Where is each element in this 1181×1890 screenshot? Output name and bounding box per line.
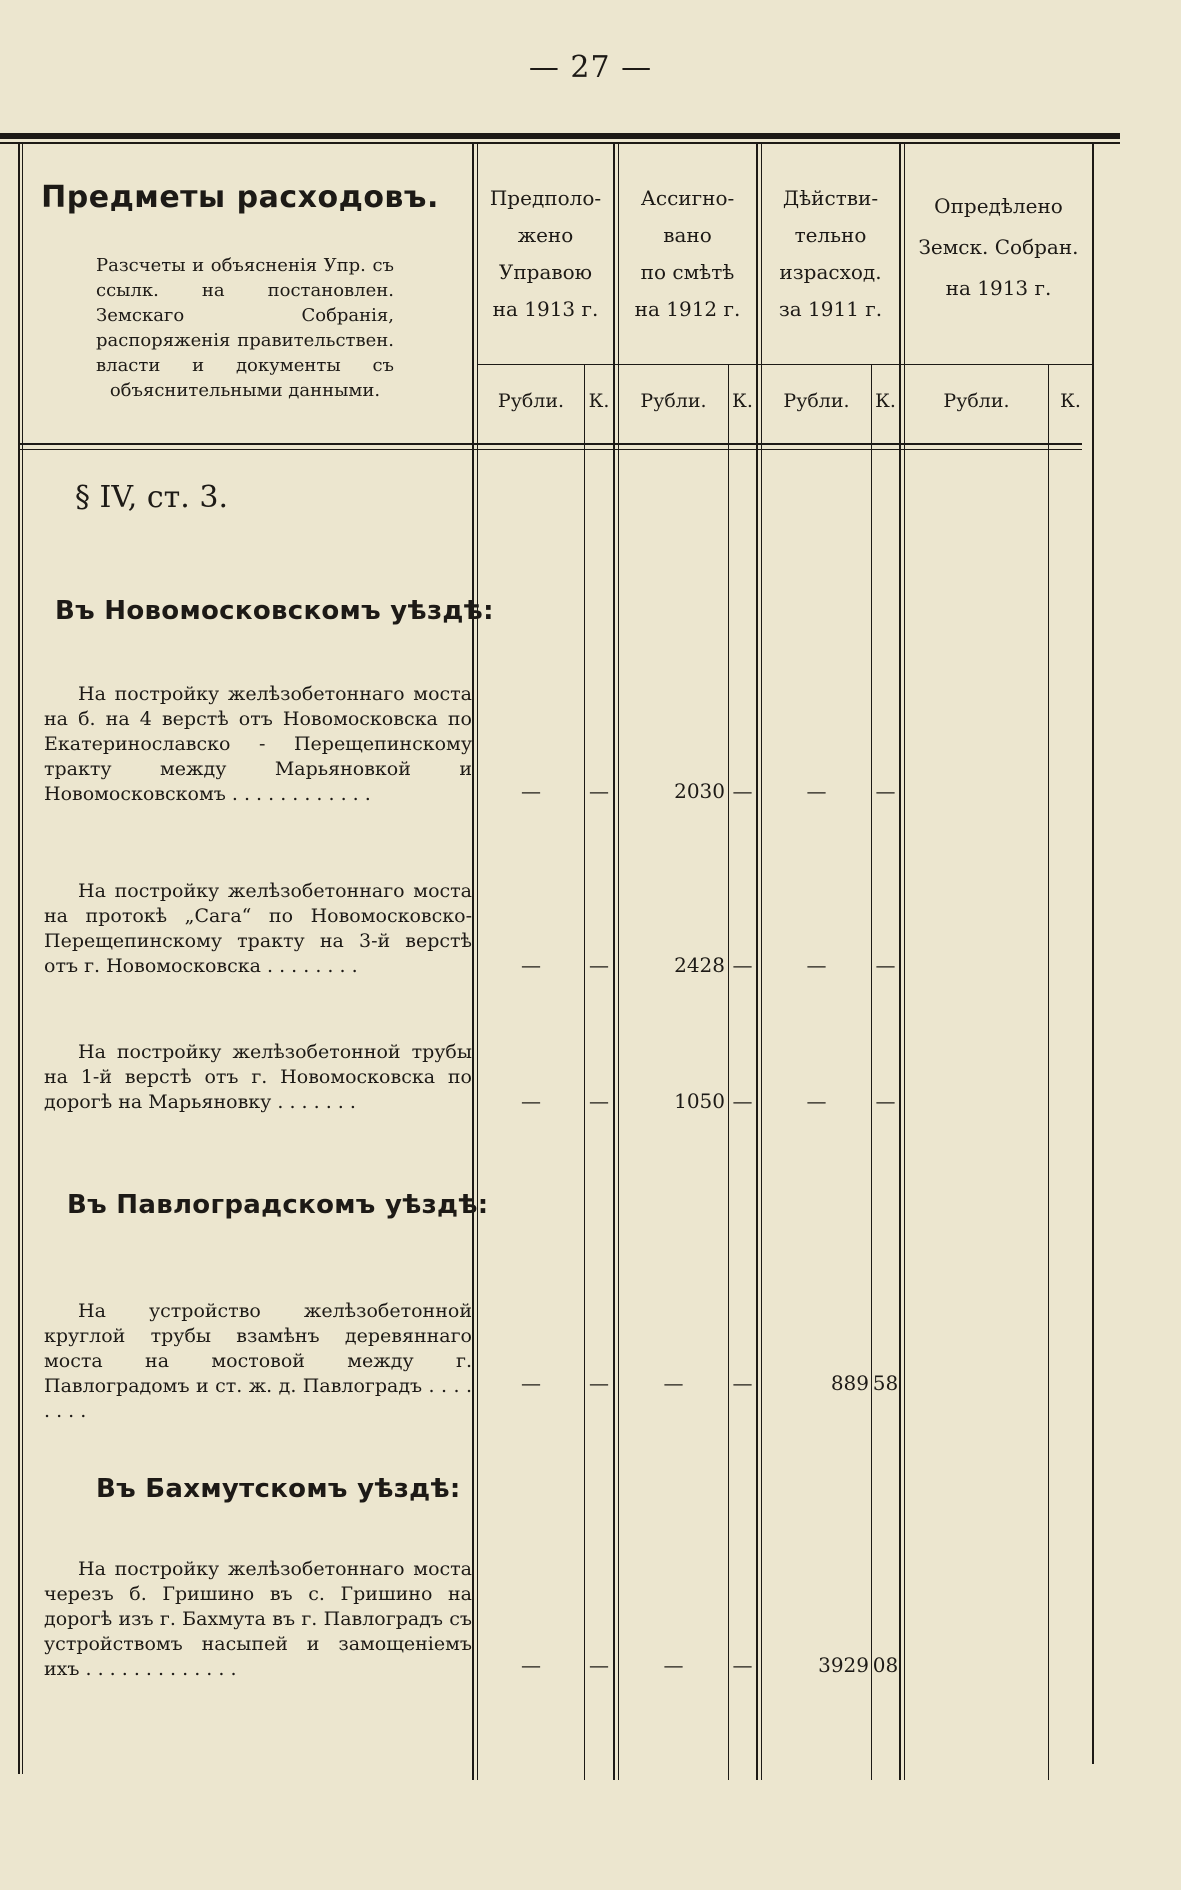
item-4-col2-kop: — [732, 1371, 753, 1395]
item-4-col3-rub: 889 [830, 1371, 869, 1395]
item-5-col3-kop: 08 [872, 1653, 899, 1677]
item-5-col3-rub: 3929 [818, 1653, 869, 1677]
top-rule [0, 133, 1120, 139]
header-col4-line3: на 1913 г. [945, 276, 1052, 300]
header-col1-line1: Предполо- [489, 186, 602, 210]
header-bottom-rule [18, 443, 1082, 445]
unit-kop-col2: К. [732, 390, 753, 412]
header-col3-line4: за 1911 г. [778, 297, 883, 321]
item-5-row [0, 1653, 1181, 1681]
col1-kop-divider [584, 365, 585, 1780]
item-1-text: На постройку желѣзобетоннаго моста на б. на 4 верстѣ отъ Новомосковска по Екатеринославско - Перещепинскому тракту между Марьяновкой и Новомосковскомъ . . . . . . . . . . . . [44, 683, 472, 805]
item-3-col3-rub: — [806, 1089, 827, 1113]
header-col4-line2: Земск. Собран. [918, 235, 1079, 259]
item-5-text: На постройку желѣзобетоннаго моста черезъ б. Гришино въ с. Гришино на дорогѣ изъ г. Бахмута въ г. Павлоградъ съ устройствомъ насыпей и замощеніемъ ихъ . . . . . . . . . . . . . [44, 1558, 472, 1680]
header-col1-line4: на 1913 г. [492, 297, 599, 321]
header-col3-line1: Дѣйстви- [782, 186, 879, 210]
header-units-rule [478, 364, 1092, 365]
section-label: § IV, ст. 3. [75, 480, 228, 515]
item-2-col2-kop: — [732, 953, 753, 977]
header-col3-line3: израсход. [779, 260, 882, 284]
col4-kop-divider [1048, 365, 1049, 1780]
item-1-col2-rub: 2030 [674, 779, 725, 803]
item-2-col1-rub: — [521, 953, 541, 977]
item-1-col3-kop: — [875, 779, 896, 803]
item-5-col2-kop: — [732, 1653, 753, 1677]
item-4-col1-rub: — [521, 1371, 541, 1395]
col2-kop-divider [728, 365, 729, 1780]
item-2-col3-rub: — [806, 953, 827, 977]
unit-rub-col4: Рубли. [943, 390, 1010, 412]
item-3-col3-kop: — [875, 1089, 896, 1113]
header-title: Предметы расходовъ. [41, 180, 439, 215]
header-col4-line1: Опредѣлено [934, 194, 1063, 218]
header-col3-line2: тельно [794, 223, 867, 247]
item-2-col1-kop: — [589, 953, 609, 977]
item-1-col1-rub: — [521, 779, 541, 803]
item-2-text: На постройку желѣзобетоннаго моста на протокѣ „Сага“ по Новомосковско-Перещепинскому тракту на 3-й верстѣ отъ г. Новомосковска . . . . . . . . [44, 880, 472, 977]
header-col1-line2: жено [517, 223, 574, 247]
item-1-col2-kop: — [732, 779, 753, 803]
top-rule-thin [0, 142, 1120, 144]
header-col2-line1: Ассигно- [640, 186, 735, 210]
unit-kop-col3: К. [875, 390, 896, 412]
unit-kop-col1: К. [588, 390, 610, 412]
item-3-col1-kop: — [589, 1089, 609, 1113]
item-4-row [0, 1371, 1181, 1399]
header-bottom-rule-2 [18, 449, 1082, 450]
header-col2-line4: на 1912 г. [634, 297, 741, 321]
unit-rub-col3: Рубли. [783, 390, 850, 412]
header-col2-line2: вано [663, 223, 712, 247]
col3-kop-divider [871, 365, 872, 1780]
item-5-col1-rub: — [521, 1653, 541, 1677]
item-4-col3-kop: 58 [872, 1371, 899, 1395]
district-novomoskovsk: Въ Новомосковскомъ уѣздѣ: [55, 596, 494, 626]
unit-kop-col4: К. [1060, 390, 1081, 412]
item-4-col1-kop: — [589, 1371, 609, 1395]
header-col1-line3: Управою [498, 260, 593, 284]
item-5-col1-kop: — [589, 1653, 609, 1677]
item-2-row [0, 953, 1181, 981]
item-3-col1-rub: — [521, 1089, 541, 1113]
page-number: — 27 — [528, 50, 653, 85]
district-bakhmut: Въ Бахмутскомъ уѣздѣ: [96, 1474, 461, 1504]
item-3-col2-kop: — [732, 1089, 753, 1113]
item-5-col2-rub: — [663, 1653, 684, 1677]
item-2-col3-kop: — [875, 953, 896, 977]
header-col4 [905, 186, 1092, 309]
unit-rub-col2: Рубли. [640, 390, 707, 412]
item-4-text: На устройство желѣзобетонной круглой трубы взамѣнъ деревяннаго моста на мостовой между г. Павлоградомъ и ст. ж. д. Павлоградъ . . . . . . . . [44, 1300, 472, 1422]
header-col3 [762, 180, 899, 328]
item-1-col3-rub: — [806, 779, 827, 803]
header-col2 [619, 180, 756, 328]
header-col1 [478, 180, 613, 328]
item-3-row [0, 1089, 1181, 1117]
item-1-col1-kop: — [589, 779, 609, 803]
header-col2-line3: по смѣтѣ [640, 260, 735, 284]
item-3-col2-rub: 1050 [674, 1089, 725, 1113]
item-2-col2-rub: 2428 [674, 953, 725, 977]
item-4-col2-rub: — [663, 1371, 684, 1395]
item-1-row [0, 779, 1181, 807]
district-pavlograd: Въ Павлоградскомъ уѣздѣ: [67, 1190, 489, 1220]
unit-rub-col1: Рубли. [497, 390, 565, 412]
item-3-text: На постройку желѣзобетонной трубы на 1-й верстѣ отъ г. Новомосковска по дорогѣ на Марьяновку . . . . . . . [44, 1041, 472, 1113]
header-subtitle: Разсчеты и объясненія Упр. съ ссылк. на постановлен. Земскаго Собранія, распоряженія правительствен. власти и документы съ объяснительными данными. [96, 255, 394, 401]
